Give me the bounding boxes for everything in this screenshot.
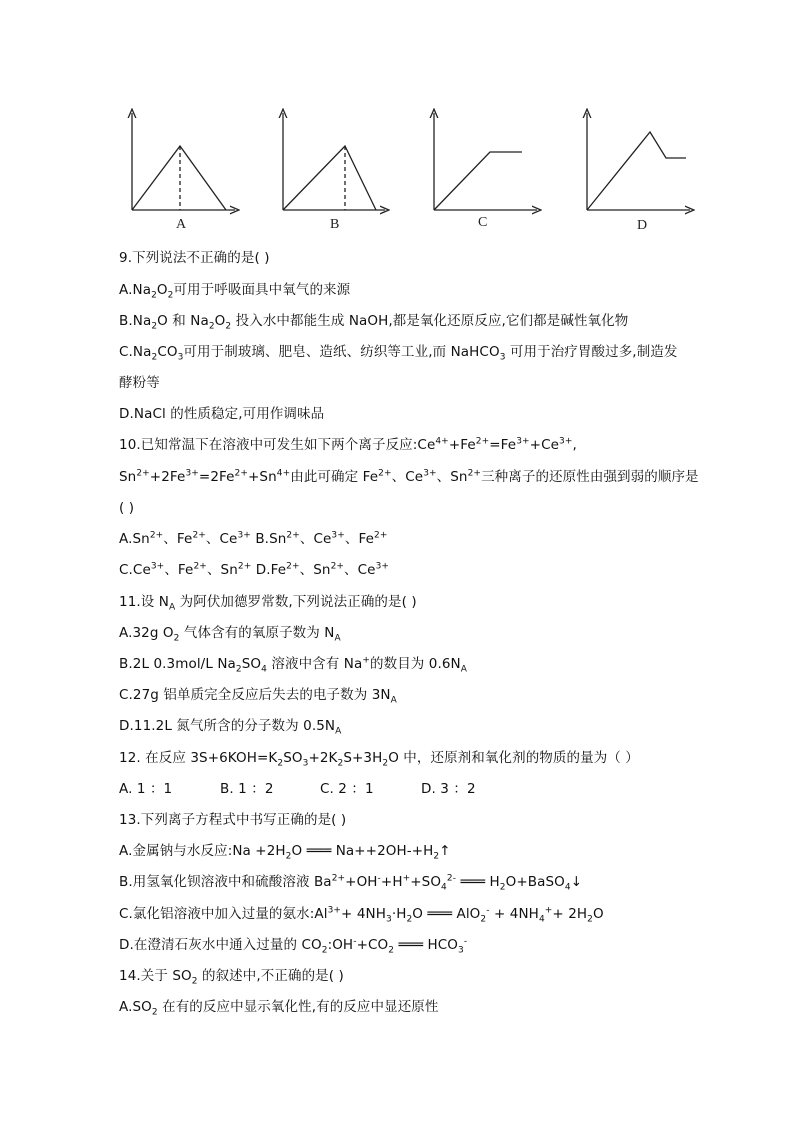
q10-options-ab: $A.Sn^{2+}$、$Fe^{2+}$、$Ce^{3+}$ $B.Sn^{2+}$、$Ce^{3+}$、$Fe^{2+}$: [119, 530, 388, 547]
q14-stem: 14.关于 $SO_2$ 的叙述中,不正确的是( ): [119, 968, 344, 987]
graph-d-curve: [587, 132, 686, 210]
q12-option-d: D. 3 ：2: [421, 781, 476, 797]
q9-option-c-cont: 酵粉等: [119, 375, 160, 391]
q10-stem-line2: $Sn^{2+}+2Fe^{3+}=2Fe^{2+}+Sn^{4+}$由此可确定 $Fe^{2+}$、$Ce^{3+}$、$Sn^{2+}$三种离子的还原性由强到弱的顺序是: [119, 468, 699, 485]
q11-option-a: A.32g $O_2$ 气体含有的氧原子数为 $N_A$: [119, 625, 341, 644]
q13-stem: 13.下列离子方程式中书写正确的是( ): [119, 812, 347, 828]
graph-b: [283, 113, 385, 210]
q9-option-a: $A.Na_2O_2$可用于呼吸面具中氧气的来源: [119, 282, 351, 301]
q10-stem-line1: 10.已知常温下在溶液中可发生如下两个离子反应$:Ce^{4+}+Fe^{2+}=Fe^{3+}+Ce^{3+}$,: [119, 436, 577, 453]
graph-b-label: B: [330, 217, 340, 232]
q13-option-c: C.氯化铝溶液中加入过量的氨水$:Al^{3+}+ 4NH_3\cdot H_2O$ ═══ $AlO_2^- + 4NH_4^++ 2H_2O$: [119, 905, 604, 925]
answer-graphs: [0, 0, 794, 240]
q10-options-cd: $C.Ce^{3+}$、$Fe^{2+}$、$Sn^{2+}$ $D.Fe^{2+}$、$Sn^{2+}$、$Ce^{3+}$: [119, 561, 390, 578]
graphs-svg: [0, 0, 794, 240]
q11-option-b: B.2L 0.3mol/L $Na_2SO_4$ 溶液中含有 Na+的数目为 $0.6N_A$: [119, 655, 468, 675]
graph-d-label: D: [637, 218, 648, 233]
q9-option-b: $B.Na_2O$ 和 $Na_2O_2$ 投入水中都能生成 NaOH,都是氧化还原反应,它们都是碱性氧化物: [119, 313, 629, 332]
q12-option-a: A. 1 ：1: [119, 781, 173, 797]
graph-a: [132, 113, 235, 210]
q12-option-b: B. 1 ：2: [220, 781, 274, 797]
q9-stem: 9.下列说法不正确的是( ): [119, 250, 270, 266]
q11-option-c: C.27g 铝单质完全反应后失去的电子数为 $3N_A$: [119, 687, 397, 706]
q9-option-c: $C.Na_2CO_3$可用于制玻璃、肥皂、造纸、纺织等工业,而 NaHCO$_3$ 可用于治疗胃酸过多,制造发: [119, 344, 678, 363]
graph-c-label: C: [478, 215, 488, 230]
graph-a-curve: [132, 146, 226, 210]
q11-stem: 11.设 $N_A$ 为阿伏加德罗常数,下列说法正确的是( ): [119, 594, 417, 613]
graph-c-curve: [434, 152, 522, 210]
graph-c: [434, 113, 537, 210]
q11-option-d: D.11.2L 氮气所含的分子数为 $0.5N_A$: [119, 718, 342, 737]
graph-d: [587, 113, 690, 210]
graph-a-label: A: [176, 217, 187, 232]
q13-option-d: D.在澄清石灰水中通入过量的 $CO_2:OH^-+CO_2$ ═══ $HCO_3^-$: [119, 936, 468, 956]
q13-option-a: A.金属钠与水反应:Na $+2H_2O$ ═══ $Na++2OH-+H_2↑$: [119, 843, 451, 862]
q10-paren: ( ): [119, 500, 135, 516]
graph-b-curve: [283, 146, 376, 210]
q9-option-d: D.NaCl 的性质稳定,可用作调味品: [119, 406, 325, 422]
q12-stem: 12. 在反应 $3S+6KOH=K_2SO_3+2K_2S+3H_2O$ 中，还原剂和氧化剂的物质的量为（ ）: [119, 750, 639, 769]
q13-option-b: B.用氢氧化钡溶液中和硫酸溶液 $Ba^{2+}+OH^-+H^++SO_4^{2-}$ ═══ $H_2O+BaSO_4↓$: [119, 873, 583, 893]
q12-option-c: C. 2 ：1: [320, 781, 374, 797]
q14-option-a: $A.SO_2$ 在有的反应中显示氧化性,有的反应中显还原性: [119, 999, 439, 1018]
